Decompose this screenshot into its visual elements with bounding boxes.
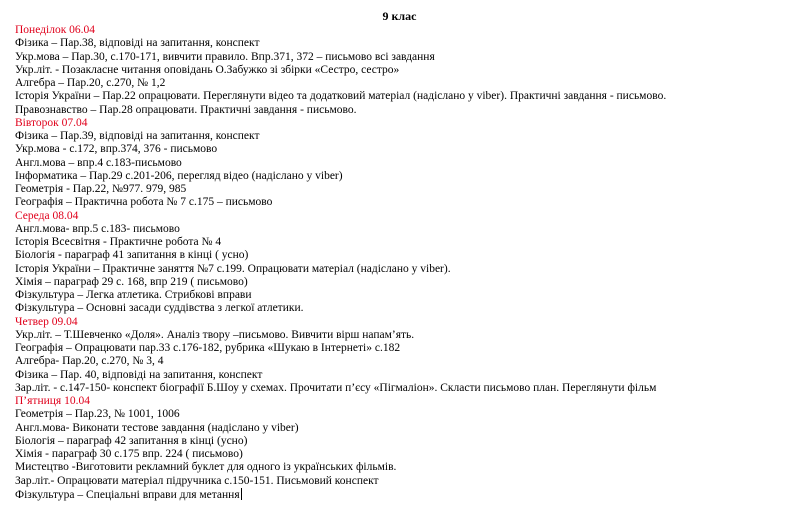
schedule-text[interactable] [15, 24, 795, 501]
day-heading: Четвер 09.04 [15, 315, 78, 328]
task-line: Географія – Практична робота № 7 с.175 – письмово [15, 196, 273, 209]
day-heading: П’ятниця 10.04 [15, 395, 90, 407]
task-line: Зар.літ.- Опрацювати матеріал підручника с.150-151. Письмовий конспект [15, 474, 379, 487]
task-line: Біологія – параграф 42 запитання в кінці (усно) [15, 434, 248, 447]
task-line: Геометрія – Пар.23, № 1001, 1006 [15, 408, 180, 421]
task-line: Англ.мова- впр.5 с.183- письмово [15, 222, 180, 235]
task-line: Алгебра- Пар.20, с.270, № 3, 4 [15, 355, 164, 368]
task-line: Біологія - параграф 41 запитання в кінці ( усно) [15, 249, 249, 262]
task-line: Укр.мова – Пар.30, с.170-171, вивчити правило. Впр.371, 372 – письмово всі завдання [15, 50, 435, 63]
task-line: Географія – Опрацювати пар.33 с.176-182, рубрика «Шукаю в Інтернеті» с.182 [15, 342, 401, 354]
day-heading: Вівторок 07.04 [15, 116, 88, 129]
task-line: Зар.літ. - с.147-150- конспект біографії Б.Шоу у схемах. Прочитати п’єсу «Пігмаліон». Скласти письмово план. Переглянути фільм [15, 381, 657, 394]
task-line: Геометрія - Пар.22, №977. 979, 985 [15, 183, 187, 195]
task-line: Укр.літ. – Т.Шевченко «Доля». Аналіз твору –письмово. Вивчити вірш напам’ять. [15, 328, 415, 341]
task-line: Історія Всесвітня - Практичне робота № 4 [15, 236, 222, 248]
task-line: Укр.мова - с.172, впр.374, 376 - письмово [15, 143, 218, 156]
task-line: Укр.літ. - Позакласне читання оповідань О.Забужко зі збірки «Сестро, сестро» [15, 63, 400, 76]
task-line: Фізика – Пар.38, відповіді на запитання, конспект [15, 37, 260, 50]
document-title: 9 клас [382, 9, 417, 23]
task-line: Хімія - параграф 30 с.175 впр. 224 ( письмово) [15, 448, 243, 460]
task-line: Фізика – Пар. 40, відповіді на запитання, конспект [15, 368, 263, 381]
task-line: Інформатика – Пар.29 с.201-206, перегляд відео (надіслано у viber) [15, 169, 343, 182]
text-cursor [241, 488, 242, 500]
day-heading: Середа 08.04 [15, 209, 79, 222]
task-line: Англ.мова- Виконати тестове завдання (надіслано у viber) [15, 421, 299, 434]
day-heading: Понеділок 06.04 [15, 24, 96, 36]
task-line: Фізкультура – Основні засади суддівства з легкої атлетики. [15, 302, 304, 315]
task-line: Хімія – параграф 29 с. 168, впр 219 ( письмово) [15, 275, 248, 288]
task-line: Історія України – Практичне заняття №7 с.199. Опрацювати матеріал (надіслано у viber). [15, 262, 451, 275]
task-line: Історія України – Пар.22 опрацювати. Переглянути відео та додатковий матеріал (надіслано у viber). Практичні завдання - письмово. [15, 90, 667, 103]
task-line: Фізкультура – Спеціальні вправи для метання [15, 488, 240, 501]
task-line: Англ.мова – впр.4 с.183-письмово [15, 156, 182, 169]
task-line: Мистецтво -Виготовити рекламний буклет для одного із українських фільмів. [15, 461, 397, 474]
task-line: Фізика – Пар.39, відповіді на запитання, конспект [15, 130, 260, 142]
task-line: Правознавство – Пар.28 опрацювати. Практичні завдання - письмово. [15, 103, 357, 116]
task-line: Алгебра – Пар.20, с.270, № 1,2 [15, 77, 166, 89]
task-line: Фізкультура – Легка атлетика. Стрибкові вправи [15, 289, 252, 301]
